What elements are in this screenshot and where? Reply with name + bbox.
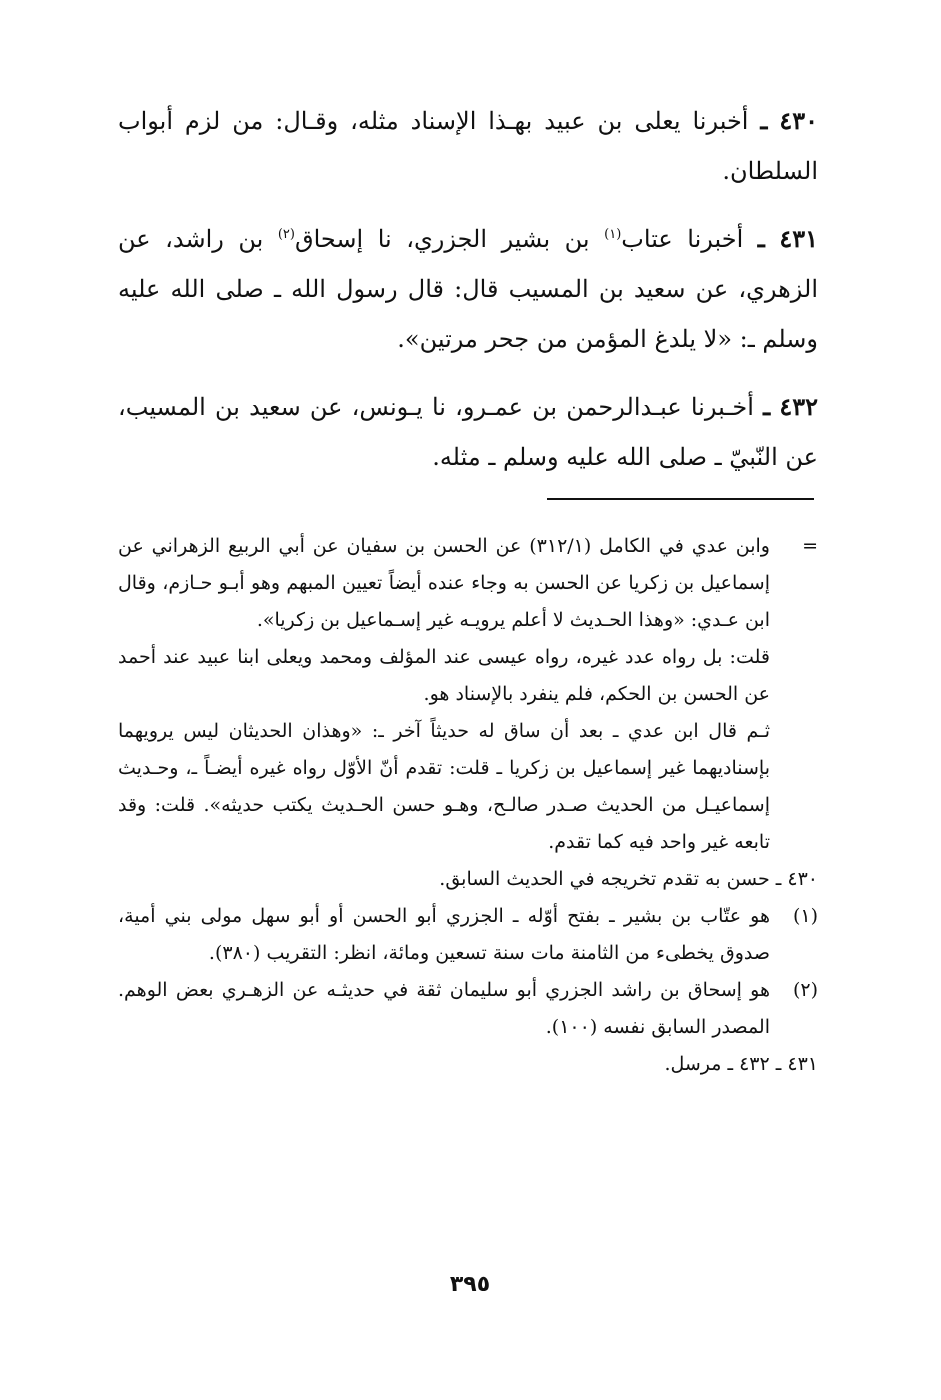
footnote-text: وابن عدي في الكامل (٣١٢/١) عن الحسن بن سفيان عن أبي الربيع الزهراني عن إسماعيل بن زكريا عن الحسن به وجاء عنده أيضاً تعيين المبهم وهو أبـو حـازم، وقال ابن عـدي: «وهذا الحـديث لا أعلم يرويـه غير إسـماعيل بن زكريا».: [118, 535, 770, 631]
footnote-text: ٤٣١ ـ ٤٣٢ ـ مرسل.: [664, 1053, 818, 1075]
footnote-marker: (٢): [792, 979, 818, 1001]
footnote-marker: (١): [792, 905, 818, 927]
dash-separator: ـ: [757, 224, 765, 253]
hadith-431: [118, 214, 818, 364]
footnote-2: [118, 972, 818, 1046]
hadith-text: أخبرنا يعلى بن عبيد بهـذا الإسناد مثله، وقـال: من لزم أبواب السلطان.: [118, 107, 818, 185]
hadith-text: أخـبرنا عبـدالرحمن بن عمـرو، نا يـونس، عن سعيد بن المسيب، عن النّبيّ ـ صلى الله عليه وسلم ـ مثله.: [118, 393, 818, 471]
footnote-1: [118, 898, 818, 972]
hadith-432: [118, 382, 818, 482]
dash-separator: ـ: [760, 106, 768, 135]
footnote-paragraph: [118, 713, 818, 861]
footnote-text: هو عتّاب بن بشير ـ بفتح أوّله ـ الجزري أبو الحسن أو أبو سهل مولى بني أمية، صدوق يخطىء من الثامنة مات سنة تسعين ومائة، انظر: التقريب (٣٨٠).: [118, 905, 770, 964]
hadith-number: ٤٣٢: [779, 392, 818, 421]
footnote-430: [118, 861, 818, 898]
footnote-ref-2[interactable]: (٢): [277, 227, 295, 242]
footnote-text: ٤٣٠ ـ حسن به تقدم تخريجه في الحديث السابق.: [439, 868, 818, 890]
hadith-text: بن راشد، عن الزهري، عن سعيد بن المسيب قال: قال رسول الله ـ صلى الله عليه وسلم ـ: «لا يلدغ المؤمن من جحر مرتين».: [118, 225, 818, 353]
hadith-text: بن بشير الجزري، نا إسحاق: [294, 225, 605, 253]
footnote-divider: [547, 498, 814, 500]
page-number: ٣٩٥: [449, 1272, 491, 1297]
footnote-text: قلت: بل رواه عدد غيره، رواه عيسى عند المؤلف ومحمد ويعلى ابنا عبيد عند أحمد عن الحسن بن الحكم، فلم ينفرد بالإسناد هو.: [118, 646, 770, 705]
footnote-continuation: [118, 528, 818, 639]
hadith-text: أخبرنا عتاب: [621, 225, 744, 253]
hadith-number: ٤٣٠: [779, 106, 818, 135]
footnote-text: ثـم قال ابن عدي ـ بعد أن ساق له حديثاً آخر ـ: «وهذان الحديثان ليس يرويهما بإسناديهما غير إسماعيل بن زكريا ـ قلت: تقدم أنّ الأوّل رواه غيره أيضـاً ـ، وحـديث إسماعيـل من الحديث صـدر صالـح، وهـو حسن الحـديث يكتب حديثه». قلت: وقد تابعه غير واحد فيه كما تقدم.: [118, 720, 770, 853]
footnote-431-432: [118, 1046, 818, 1083]
continuation-marker: =: [802, 535, 818, 557]
footnote-paragraph: [118, 639, 818, 713]
hadith-430: [118, 96, 818, 196]
hadith-number: ٤٣١: [779, 224, 819, 253]
main-text: [118, 96, 818, 500]
dash-separator: ـ: [763, 392, 771, 421]
footnotes: [118, 528, 818, 1083]
footnote-ref-1[interactable]: (١): [604, 227, 622, 242]
footnote-text: هو إسحاق بن راشد الجزري أبو سليمان ثقة في حديثـه عن الزهـري بعض الوهم. المصدر السابق نفسه (١٠٠).: [118, 979, 770, 1038]
